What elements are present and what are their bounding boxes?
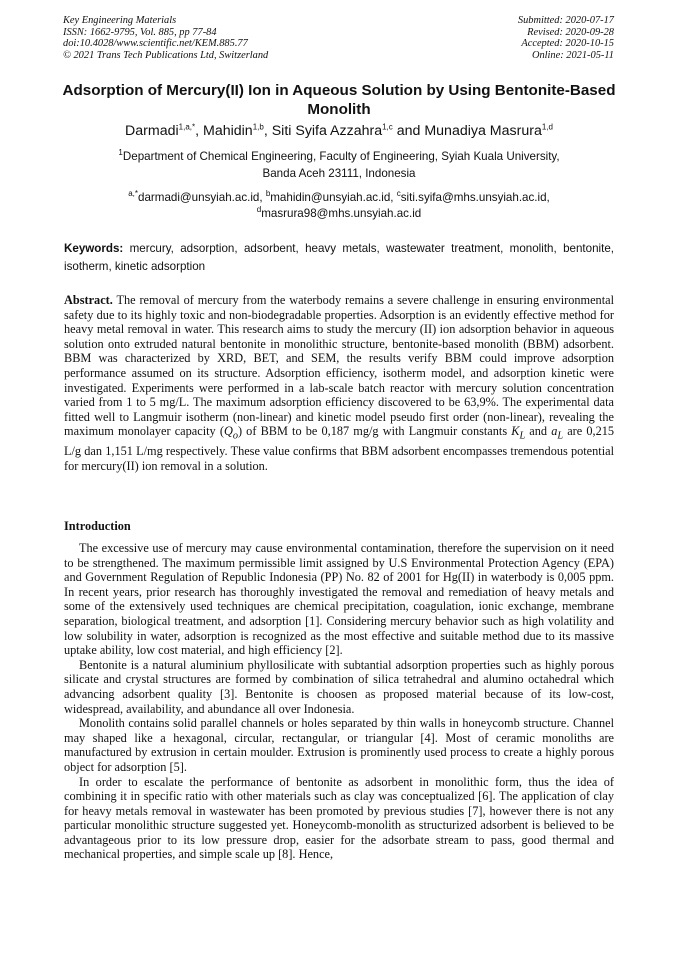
author-emails bbox=[62, 190, 616, 222]
affiliation-mark: 1 bbox=[118, 148, 123, 158]
section-heading-introduction: Introduction bbox=[64, 519, 131, 533]
math-subscript: L bbox=[557, 430, 564, 442]
email-link[interactable]: mahidin@unsyiah.ac.id, bbox=[270, 191, 397, 204]
accepted-date: Accepted: 2020-10-15 bbox=[521, 38, 614, 50]
journal-issn: ISSN: 1662-9795, Vol. 885, pp 77-84 bbox=[63, 26, 217, 38]
affiliation-line: Department of Chemical Engineering, Faculty of Engineering, Syiah Kuala University, bbox=[122, 150, 560, 163]
author-affiliation-mark: 1,b bbox=[252, 122, 264, 132]
author-separator: , bbox=[195, 123, 203, 139]
email-mark: a,* bbox=[128, 189, 139, 199]
email-link[interactable]: masrura98@mhs.unsyiah.ac.id bbox=[261, 207, 422, 220]
submission-dates bbox=[518, 15, 614, 61]
email-link[interactable]: siti.syifa@mhs.unsyiah.ac.id, bbox=[400, 191, 550, 204]
author-list bbox=[62, 122, 616, 140]
email-link[interactable]: darmadi@unsyiah.ac.id, bbox=[138, 191, 266, 204]
online-date: Online: 2021-05-11 bbox=[531, 49, 614, 61]
email-mark: d bbox=[256, 205, 262, 215]
affiliation bbox=[62, 148, 616, 182]
paper-title: Adsorption of Mercury(II) Ion in Aqueous Solution by Using Bentonite-Based Monolith bbox=[62, 82, 616, 118]
journal-copyright: © 2021 Trans Tech Publications Ltd, Switzerland bbox=[63, 49, 269, 61]
math-subscript: L bbox=[519, 430, 526, 442]
paragraph: Monolith contains solid parallel channels or holes separated by thin walls in honeycomb structure. Channel may shaped like a hexagonal, circular, rectangular, or triangular [4]. Most of ceramic monoliths are manufactured by extrusion in certain moulder. Extrusion is prominently used process to create a highly porous object for adsorption [5]. bbox=[64, 716, 614, 774]
journal-name: Key Engineering Materials bbox=[63, 15, 177, 26]
keywords bbox=[64, 240, 614, 275]
abstract-text: The removal of mercury from the waterbody remains a severe challenge in ensuring environmental safety due to its highly toxic and non-biodegradable properties. Adsorption is an evidently effective method for heavy metal removal in water. This research aims to study the mercury (II) ion adsorption behavior in aqueous solution onto extruded natural bentonite in monolithic structure, bentonite-based monolith (BBM) adsorbent. BBM was characterized by XRD, BET, and SEM, the results verify BBM could improve adsorption performance assumed on its structure. Adsorption efficiency, isotherm model, and adsorption kinetic were investigated. Experiments were performed in a lab-scale batch reactor with mercury solution concentration varied from 1 to 5 mg/L. The maximum adsorption efficiency discovered to be 63,9%. The experimental data fitted well to Langmuir isotherm (non-linear) and kinetic model pseudo first order (non-linear), revealing the maximum monolayer capacity ( bbox=[64, 293, 614, 439]
revised-date: Revised: 2020-09-28 bbox=[527, 26, 614, 38]
math-subscript: o bbox=[232, 430, 238, 442]
author-name: Munadiya Masrura bbox=[424, 123, 542, 139]
introduction-body bbox=[64, 541, 614, 862]
keywords-text: mercury, adsorption, adsorbent, heavy metals, wastewater treatment, monolith, bentonite, isotherm, kinetic adsorption bbox=[64, 242, 614, 273]
email-mark: b bbox=[265, 189, 271, 199]
author-affiliation-mark: 1,d bbox=[541, 122, 553, 132]
affiliation-line: Banda Aceh 23111, Indonesia bbox=[262, 167, 416, 180]
author-separator: , bbox=[263, 123, 272, 139]
abstract-label: Abstract. bbox=[64, 293, 113, 307]
keywords-label: Keywords: bbox=[64, 242, 124, 255]
author-affiliation-mark: 1,a,* bbox=[178, 122, 196, 132]
paragraph: Bentonite is a natural aluminium phyllosilicate with subtantial adsorption properties such as highly porous silicate and crystal structures are formed by combination of silica tetrahedral and alumino octahedral which advancing adsorbent quality [3]. Bentonite is choosen as proposed material because of its low-cost, widespread, availability, and abundance all over Indonesia. bbox=[64, 657, 614, 716]
author-separator: and bbox=[392, 123, 425, 139]
author-name: Mahidin bbox=[203, 123, 253, 139]
abstract-text: are 0,215 L/g dan 1,151 L/mg respectively. These value confirms that BBM adsorbent encompasses tremendous potential for mercury(II) ion removal in a solution. bbox=[64, 424, 615, 473]
journal-doi[interactable]: doi:10.4028/www.scientific.net/KEM.885.77 bbox=[63, 38, 248, 50]
math-symbol: Q bbox=[223, 424, 233, 439]
math-symbol: K bbox=[511, 424, 520, 439]
abstract-text: ) of BBM to be 0,187 mg/g with Langmuir constants bbox=[237, 424, 512, 439]
journal-info bbox=[63, 15, 268, 61]
abstract bbox=[64, 293, 614, 474]
author-name: Darmadi bbox=[125, 123, 179, 139]
email-mark: c bbox=[396, 189, 401, 199]
abstract-text: and bbox=[525, 424, 552, 439]
math-symbol: a bbox=[551, 424, 558, 439]
author-name: Siti Syifa Azzahra bbox=[271, 123, 383, 139]
paragraph: The excessive use of mercury may cause environmental contamination, therefore the supervision on it need to be strengthened. The maximum permissible limit assigned by U.S Environmental Protection Agency (EPA) and Government Regulation of Republic Indonesia (PP) No. 82 of 2001 for Hg(II) in waterbody is 0,005 ppm. In recent years, prior research has thoroughly investigated the removal and remediation of heavy metals and some of the extensively used techniques are chemical precipitation, coagulation, ionic exchange, membrane separation, biological treatment, and adsorption [1]. Considering mercury behavior such as high volatility and low solubility in water, adsorption is recognized as the most effective and suitable method due to its massive uptake ability, low cost material, and high efficiency [2]. bbox=[64, 541, 614, 658]
submitted-date: Submitted: 2020-07-17 bbox=[517, 15, 614, 26]
paragraph: In order to escalate the performance of bentonite as adsorbent in monolithic form, thus the idea of combining it in specific ratio with other materials such as clay was conceptualized [6]. The application of clay for heavy metals removal in wastewater has been promoted by previous studies [7], however there is not any particular monolithic structure suggested yet. Honeycomb-monolith as structurized adsorbent is believed to be advantageous prior to its low pressure drop, easier for the adsorbate stream to pass, good thermal and mechanical properties, and simple scale up [8]. Hence, bbox=[64, 774, 614, 862]
author-affiliation-mark: 1,c bbox=[382, 122, 393, 132]
